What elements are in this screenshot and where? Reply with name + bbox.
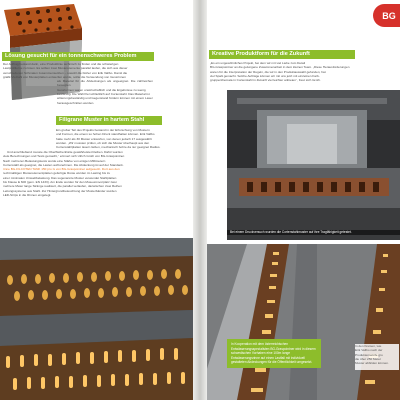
illuminated-grating-photo: [0, 238, 193, 400]
page-gutter: [193, 0, 207, 400]
section-heading-future: Kreative Produktform für die Zukunft: [209, 50, 355, 59]
patterns-paragraph-intro: Ein großer Teil des Projekts bestand in der Erforschung von Mustern und Formen, die einem so hohen Druck standhalten können. Erik Vallbo hatte mehr als 30 Muster entworfen, von denen jedoch 17 ausgewählt wurden. „Wir mussten prüfen, ob sich die Muster überhaupt aus den Cortenstahlplatten lasern ließen, mechanisch bohre da nur geeignet Radius.: [56, 128, 161, 150]
solution-paragraph: Der Auftrag bestand darin, eine Produktlinie technisch zu finden und die schwierigen Lastprofilierne zu lösen. Es sollten zwei Musterelemente parallel laufen, die sich aus dieser verschiedenen Schmalen zusammensetzten – sowohl die bisher von Erik Vallbo. Damit die grafik Vielzahl von Musterplatten entwerfen wurde, sollte die Verwendung von Gussrinnen als Material für die Abdeckungen als ungeeignet. Die zahlreichen bewegten Gussformen waren unwirtschaftlich und die Ergebnisse zu wenig beständig. Die Wahl fiel schließlich auf Cortenstahl. Das Material ist witterungsbeständig und Gegenstand fördern können mit einem Laser herausgeschnitten werden.: [3, 62, 153, 105]
future-paragraph: „Es ein ungewöhnliches Projekt, bei dem wir mit viel Liebe zum Detail BG-Graspointner an die gelungene Zusammenarbeit in dem kleinen Team. „Diese Herausforderungen waren für die Interpretation der Regeln, die wir in den Produktauswahl gefunden, hat viel Spaß gemacht. Solche Aufträge können wir mit uns jetzt mit einzelnen Farb- gruppenthemata in Cortenstahl in Zukunft viel leichter anbieten“, freut sich Groth.: [210, 61, 350, 83]
photo-caption: Bei einem Druckversuch wurden die Cortenstahlmuster auf ihre Tragfähigkeit getestet.: [227, 230, 400, 235]
logo-text: BG: [382, 11, 396, 21]
section-heading-patterns: Filigrane Muster in hartem Stahl: [56, 116, 162, 125]
left-page: [0, 0, 193, 400]
right-page: [207, 0, 400, 400]
section-heading-solution: Lösung gesucht für ein tonnenschweres Problem: [2, 52, 154, 61]
cooperation-caption: In Kooperation mit dem österreichischen Entwässerungsspezialisten BG-Graspointner wird in diesem schwedischen Vorhaben eine 100m lange Entwässerungsrinne auf einen Lastfall mit individuell gestalteten Abdeckungen für die Öffentlichkeit umgesetzt.: [227, 339, 321, 368]
plaza-grating-photo: [207, 244, 400, 400]
bg-logo: [373, 4, 400, 27]
pressure-test-photo: [227, 90, 400, 240]
side-caption: In den Kreisen, wie Erik Vallbo nach der Produktentwürfe gro die über 250 Meter Muster abbilden können.: [355, 344, 399, 370]
patterns-paragraph-body: Und anschließend musste die Oberflächenhärte gewährleistet bleiben. Dafür wurden viele Berechnungen und Tests gemacht,“ erinnert sich Ulrich Groth von BG-Graspointner. Nach mehreren Belastungstests wurde eine Stärke von einigen Millimetern Cortenstahl als geeignet, die Lasten aufzunehmen. Die Abdeckung ist auf der Standard- rinne BG-FILCOTEN TANK 150 pro G von BG-Graspointner aufgesetzt. Dort aus den rechtmäßigen Musterelementplatten gefertigte Roste wurden im Lasting bis zu einer minimalen Umweltbelastung. Das sogenannte Muster verwendet Stahlplatten bis Klasse E 600 (gem. EN 1433). Am Ende wurden für den Museumsvorplatz zwei mehrere Meter lange Stränge realisiert, die parallel verlaufen, dazwischen zwei Reihen Leitungssysteme aus Stahl. Zur Hintergrundbeleuchtung der Musterbänder wurden LED-Strips in die Rinnen eingelegt.: [3, 150, 125, 197]
